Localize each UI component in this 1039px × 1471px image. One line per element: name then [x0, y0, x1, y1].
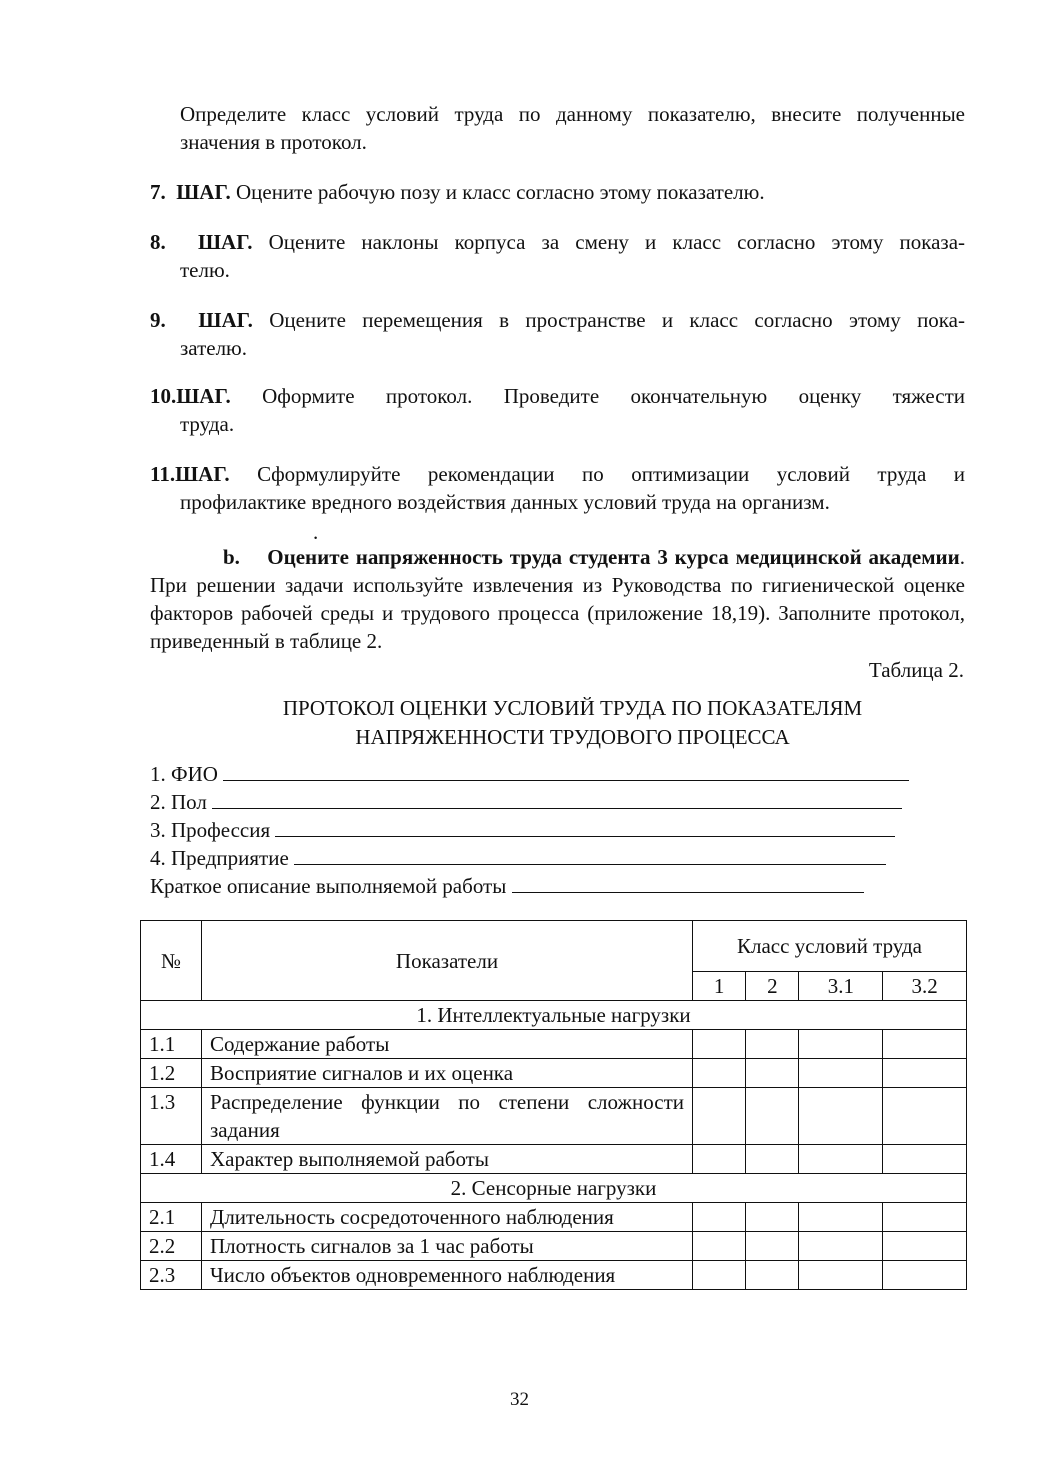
step-9: [150, 306, 965, 362]
row-num: 2.3: [141, 1261, 202, 1290]
section-title: 2. Сенсорные нагрузки: [141, 1174, 967, 1203]
fill-line[interactable]: [512, 872, 864, 893]
class-col-1: 1: [693, 972, 746, 1001]
step-7: [150, 178, 965, 206]
step-text: Сформулируйте рекомендации по оптимизации условий труда и: [257, 462, 965, 486]
form-label: 4. Предприятие: [150, 846, 289, 870]
class-cell[interactable]: [746, 1232, 799, 1261]
step-head: ШАГ.: [176, 384, 231, 408]
task-bold-text: Оцените напряженность труда студента 3 курса медицинской академии: [267, 545, 960, 569]
step-text-continuation: профилактике вредного воздействия данных условий труда на организм.: [180, 490, 830, 514]
class-cell[interactable]: [883, 1203, 967, 1232]
fill-line[interactable]: [294, 844, 886, 865]
form-label: 3. Профессия: [150, 818, 271, 842]
step-text: Оформите протокол. Проведите окончательную оценку тяжести: [262, 384, 965, 408]
class-cell[interactable]: [693, 1145, 746, 1174]
row-indicator: Содержание работы: [202, 1030, 693, 1059]
class-col-3-2: 3.2: [883, 972, 967, 1001]
step-11: [150, 460, 965, 516]
class-cell[interactable]: [746, 1261, 799, 1290]
table-row: [141, 1030, 967, 1059]
step-10: [150, 382, 965, 438]
table-number: Таблица 2.: [868, 658, 964, 682]
row-indicator: Плотность сигналов за 1 час работы: [202, 1232, 693, 1261]
class-cell[interactable]: [693, 1059, 746, 1088]
class-cell[interactable]: [799, 1030, 883, 1059]
protocol-title-line-1: ПРОТОКОЛ ОЦЕНКИ УСЛОВИЙ ТРУДА ПО ПОКАЗАТЕЛЯМ: [282, 696, 863, 720]
form-field-enterprise: [150, 844, 886, 872]
form-field-work-description: [150, 872, 864, 900]
step-head: ШАГ.: [175, 462, 230, 486]
class-cell[interactable]: [693, 1030, 746, 1059]
form-field-fio: [150, 760, 909, 788]
fill-line[interactable]: [275, 816, 895, 837]
class-cell[interactable]: [746, 1088, 799, 1145]
form-label: 1. ФИО: [150, 762, 218, 786]
class-cell[interactable]: [693, 1261, 746, 1290]
step-text: Оцените наклоны корпуса за смену и класс согласно этому показа-: [268, 230, 966, 254]
task-b-paragraph: [150, 543, 965, 655]
row-num: 1.3: [141, 1088, 202, 1145]
stray-dot: .: [313, 520, 319, 544]
form-field-profession: [150, 816, 895, 844]
row-indicator: Число объектов одновременного наблюдения: [202, 1261, 693, 1290]
table-row: [141, 1059, 967, 1088]
class-cell[interactable]: [883, 1088, 967, 1145]
header-indicators: Показатели: [202, 921, 693, 1001]
table-row: [141, 1088, 967, 1145]
step-text-continuation: телю.: [180, 258, 230, 282]
page-number: 32: [510, 1389, 529, 1410]
class-cell[interactable]: [746, 1059, 799, 1088]
class-cell[interactable]: [693, 1232, 746, 1261]
class-cell[interactable]: [883, 1059, 967, 1088]
form-label: 2. Пол: [150, 790, 207, 814]
class-cell[interactable]: [883, 1030, 967, 1059]
step-8: [150, 228, 965, 284]
row-num: 2.1: [141, 1203, 202, 1232]
class-cell[interactable]: [883, 1261, 967, 1290]
step-text-continuation: труда.: [180, 412, 235, 436]
form-field-sex: [150, 788, 902, 816]
row-indicator: Распределение функции по степени сложности задания: [202, 1088, 693, 1145]
fill-line[interactable]: [223, 760, 909, 781]
class-cell[interactable]: [883, 1232, 967, 1261]
class-cell[interactable]: [693, 1088, 746, 1145]
form-label: Краткое описание выполняемой работы: [150, 874, 507, 898]
class-cell[interactable]: [799, 1261, 883, 1290]
row-num: 1.4: [141, 1145, 202, 1174]
class-cell[interactable]: [693, 1203, 746, 1232]
row-indicator: Восприятие сигналов и их оценка: [202, 1059, 693, 1088]
row-indicator: Длительность сосредоточенного наблюдения: [202, 1203, 693, 1232]
row-num: 2.2: [141, 1232, 202, 1261]
class-cell[interactable]: [799, 1145, 883, 1174]
task-letter: b.: [223, 545, 240, 569]
class-cell[interactable]: [746, 1145, 799, 1174]
class-cell[interactable]: [883, 1145, 967, 1174]
protocol-title-line-2: НАПРЯЖЕННОСТИ ТРУДОВОГО ПРОЦЕССА: [355, 725, 790, 749]
task-text: . При решении задачи используйте извлечения из Руководства по гигиенической оценке факторов рабочей среды и трудового процесса (приложение 18,19). Заполните протокол, приведенный в таблице 2.: [150, 545, 966, 653]
step-text: Оцените рабочую позу и класс согласно этому показателю.: [235, 180, 765, 204]
step-head: ШАГ.: [198, 308, 253, 332]
step-number: 7.: [150, 180, 166, 204]
step-text: Оцените перемещения в пространстве и класс согласно этому пока-: [269, 308, 966, 332]
protocol-table: [140, 920, 967, 1290]
row-indicator: Характер выполняемой работы: [202, 1145, 693, 1174]
step-head: ШАГ.: [176, 180, 231, 204]
step-text-continuation: зателю.: [180, 336, 247, 360]
row-num: 1.2: [141, 1059, 202, 1088]
class-cell[interactable]: [799, 1203, 883, 1232]
class-cell[interactable]: [746, 1203, 799, 1232]
class-col-3-1: 3.1: [799, 972, 883, 1001]
section-title: 1. Интеллектуальные нагрузки: [141, 1001, 967, 1030]
step-number: 11.: [150, 462, 176, 486]
intro-paragraph: Определите класс условий труда по данному показателю, внесите полученные значения в протокол.: [180, 102, 965, 154]
class-cell[interactable]: [799, 1232, 883, 1261]
table-row: [141, 1145, 967, 1174]
row-num: 1.1: [141, 1030, 202, 1059]
fill-line[interactable]: [212, 788, 902, 809]
header-num: №: [141, 921, 202, 1001]
step-head: ШАГ.: [198, 230, 253, 254]
step-number: 10.: [150, 384, 177, 408]
class-cell[interactable]: [799, 1088, 883, 1145]
table-row: [141, 1203, 967, 1232]
table-row: [141, 1261, 967, 1290]
header-class: Класс условий труда: [693, 921, 967, 972]
class-cell[interactable]: [799, 1059, 883, 1088]
protocol-title: [150, 694, 965, 752]
class-cell[interactable]: [746, 1030, 799, 1059]
class-col-2: 2: [746, 972, 799, 1001]
step-number: 9.: [150, 308, 166, 332]
table-row: [141, 1232, 967, 1261]
step-number: 8.: [150, 230, 166, 254]
